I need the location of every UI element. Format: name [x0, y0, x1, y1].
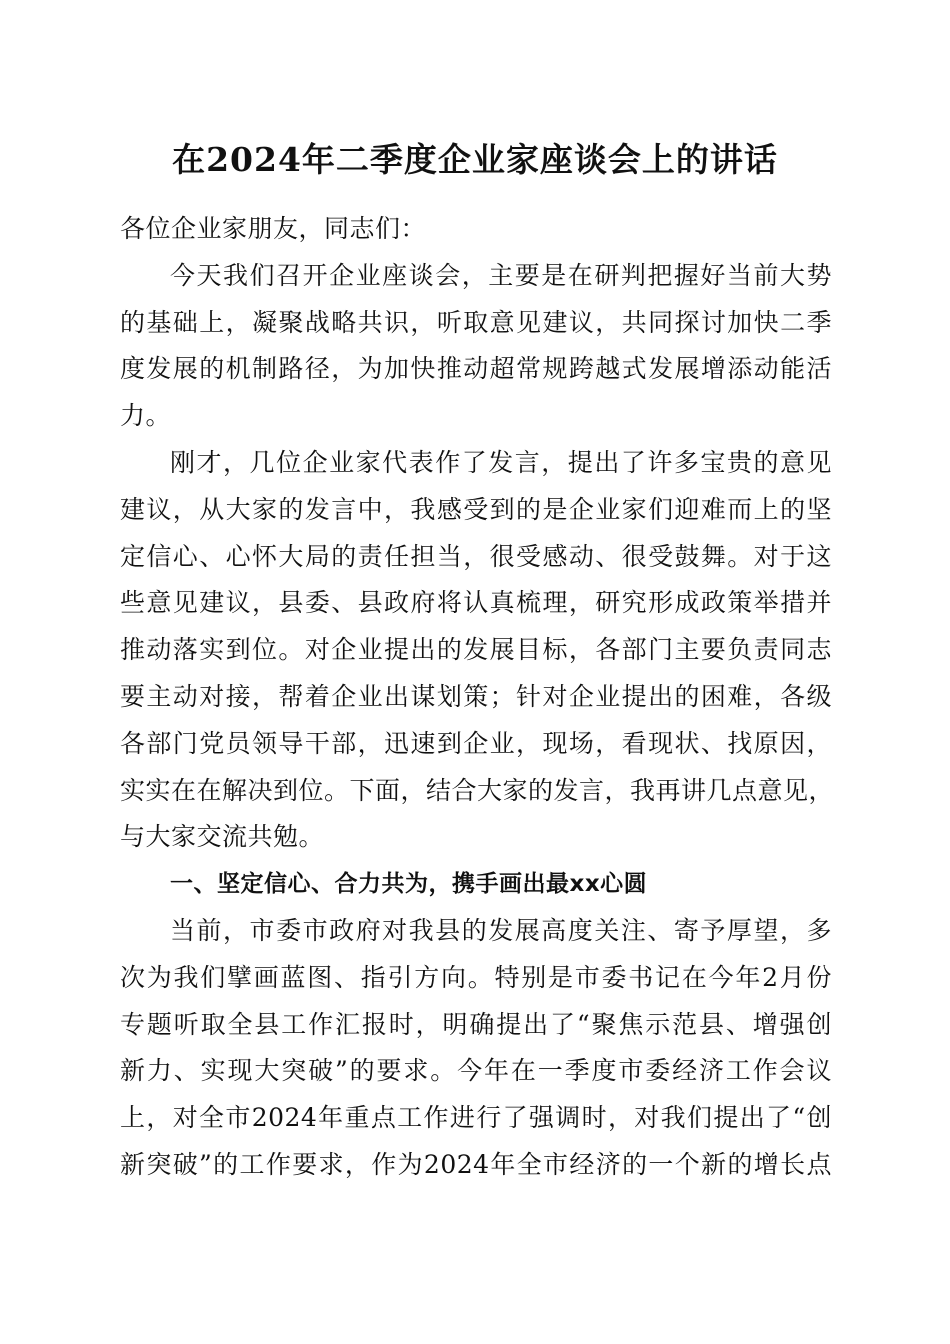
paragraph-2-line: 实实在在解决到位。下面，结合大家的发言，我再讲几点意见， [120, 775, 835, 805]
paragraph-3-line: 专题听取全县工作汇报时，明确提出了“聚焦示范县、增强创 [120, 1009, 832, 1039]
paragraph-2-line: 要主动对接，帮着企业出谋划策；针对企业提出的困难，各级 [120, 681, 832, 711]
paragraph-2-line: 各部门党员领导干部，迅速到企业，现场，看现状、找原因， [120, 728, 832, 758]
paragraph-2-line: 定信心、心怀大局的责任担当，很受感动、很受鼓舞。对于这 [120, 541, 832, 571]
paragraph-3-line: 上，对全市2024年重点工作进行了强调时，对我们提出了“创 [120, 1103, 832, 1133]
paragraph-2-line: 些意见建议，县委、县政府将认真梳理，研究形成政策举措并 [120, 588, 832, 618]
section-heading-1: 一、坚定信心、合力共为，携手画出最xx心圆 [170, 871, 648, 898]
paragraph-2-line: 刚才，几位企业家代表作了发言，提出了许多宝贵的意见 [170, 447, 832, 477]
paragraph-2-line: 建议，从大家的发言中，我感受到的是企业家们迎难而上的坚 [120, 494, 832, 524]
paragraph-2-line: 推动落实到位。对企业提出的发展目标，各部门主要负责同志 [120, 635, 832, 665]
paragraph-1-line: 的基础上，凝聚战略共识，听取意见建议，共同探讨加快二季 [120, 307, 832, 337]
paragraph-3-line: 当前，市委市政府对我县的发展高度关注、寄予厚望，多 [170, 915, 832, 945]
paragraph-3-line: 新力、实现大突破”的要求。今年在一季度市委经济工作会议 [120, 1056, 832, 1086]
document-body [120, 206, 835, 1189]
salutation: 各位企业家朋友，同志们： [120, 214, 427, 243]
paragraph-2-line: 与大家交流共勉。 [120, 822, 325, 852]
paragraph-3-line: 次为我们擘画蓝图、指引方向。特别是市委书记在今年2月份 [120, 962, 832, 992]
paragraph-1-line: 今天我们召开企业座谈会，主要是在研判把握好当前大势 [170, 260, 832, 290]
paragraph-1-line: 力。 [120, 401, 172, 431]
paragraph-1-line: 度发展的机制路径，为加快推动超常规跨越式发展增添动能活 [120, 354, 832, 384]
paragraph-3-line: 新突破”的工作要求，作为2024年全市经济的一个新的增长点 [120, 1149, 832, 1179]
document-title: 在2024年二季度企业家座谈会上的讲话 [172, 140, 778, 179]
